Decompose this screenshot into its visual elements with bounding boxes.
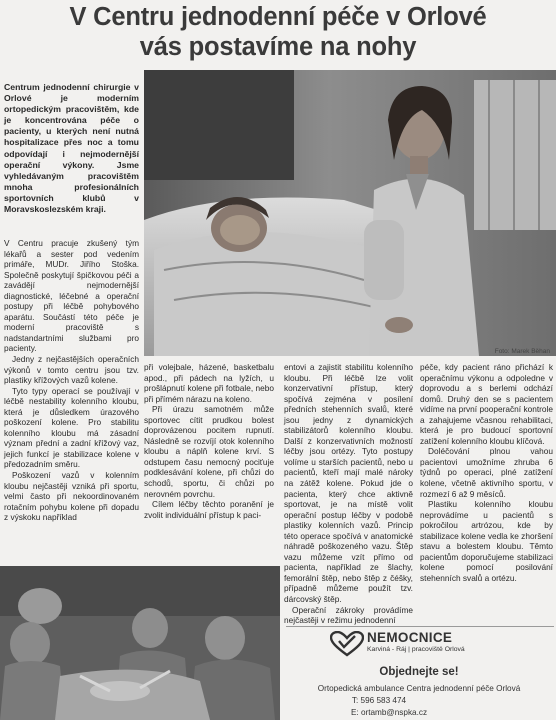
photo-credit: Foto: Marek Běhan — [494, 348, 550, 355]
col4-para-2: Doléčování plnou vahou pacientovi umožníme zhruba 6 týdnů po operaci, plné zatížení kolene, včetně aktivního sportu, v rozmezí 6 až 9 měsíců. — [420, 446, 553, 499]
photo-patient-nurse — [144, 70, 556, 356]
col1-para-1: V Centru pracuje zkušený tým lékařů a sester pod vedením primáře, MUDr. Jiřího Stoška. Společně poskytují špičkovou péči a zavádějí nejmodernější diagnostické, léčebné a operační postupy při léčbě pohybového aparátu. Součástí této péče je moderní pracoviště s nadstandartními službami pro pacienty. — [4, 238, 139, 354]
heart-logo-icon — [330, 631, 364, 657]
col3-para-2: Operační zákroky provádíme nejčastěji v režimu jednodenní — [284, 604, 413, 626]
surgery-illustration — [0, 566, 280, 720]
col1-para-4: Poškození vazů v kolenním kloubu nejčastěji vzniká při sportu, velmi často při nekoordinovaném rotačním pohybu kolene při dopadu z výskoku například — [4, 470, 139, 523]
ad-cta: Objednejte se! — [379, 666, 459, 678]
ad-phone: T: 596 583 474 — [351, 696, 407, 705]
photo-surgery — [0, 566, 280, 720]
ad-divider — [286, 626, 554, 627]
lead-text: Centrum jednodenní chirurgie v Orlové je moderním ortopedickým pracovištěm, kde je koncentrována péče o pacienty, u kterých není nutná hospitalizace přes noc a tomu odpovídají i nejmodernější operační výkony. Jsme vyhledávaným pracovištěm mnoha profesionálních sportovních klubů v Moravskoslezském kraji. — [4, 82, 139, 215]
hospital-logo — [330, 631, 465, 657]
column-2 — [144, 362, 274, 520]
headline-line-2: vás postavíme na nohy — [139, 33, 417, 61]
col4-para-1: péče, kdy pacient ráno přichází k operačnímu výkonu a odpoledne v doprovodu a s berlemi odchází domů. Druhý den se s pacientem vidíme na první pooperační kontrole a zahajujeme včasnou rehabilitaci, která je pro budoucí sportovní zatížení kolenního kloubu klíčová. — [420, 362, 553, 446]
patient-nurse-illustration — [144, 70, 556, 356]
column-1 — [4, 238, 139, 523]
column-3 — [284, 362, 413, 626]
logo-subtitle: Karviná - Ráj | pracoviště Orlová — [367, 646, 465, 653]
headline-line-1: V Centru jednodenní péče v Orlové — [69, 3, 487, 31]
ad-box — [284, 628, 554, 720]
ad-email: E: ortamb@nspka.cz — [350, 708, 428, 717]
logo-name: NEMOCNICE — [367, 630, 453, 645]
col1-para-2: Jedny z nejčastějších operačních výkonů v tomto centru jsou tzv. plastiky křížových vazů kolene. — [4, 354, 139, 386]
col2-para-1: při volejbale, házené, basketbalu apod., při pádech na lyžích, u prošlápnutí kolene při fotbale, nebo při přímém nárazu na koleno. — [144, 362, 274, 404]
headline — [0, 2, 556, 62]
col3-para-1: entovi a zajistit stabilitu kolenního kloubu. Při léčbě lze volit konzervativní přístup, který spočívá zejména v posílení předních stehenních svalů, které jsou jedny z dynamických stabilizátorů kolenního kloubu. Další z konzervativních možností léčby jsou ortézy. Tyto postupy volíme u starších pacientů, nebo u pacientů, kteří mají malé nároky na zátěž kolene. Pokud jde o pacienta, který chce aktivně sportovat, je na místě volit operační postup léčby v podobě plastiky kolenních vazů. Princip této operace spočívá v anatomické náhradě poškozeného vazu. Štěp vazu můžeme vzít přímo od pacienta, například ze šlachy, femorální štěp, nebo štěp z čéšky, případně můžeme použít tzv. dárcovský štěp. — [284, 362, 413, 605]
ad-clinic: Ortopedická ambulance Centra jednodenní péče Orlová — [317, 684, 521, 693]
col2-para-3: Cílem léčby těchto poranění je zvolit individuální přístup k paci- — [144, 499, 274, 520]
col2-para-2: Při úrazu samotném může sportovec cítit prudkou bolest doprovázenou pocitem rupnutí. Následně se rozvíjí otok kolenního kloubu a náplň kolene krví. S odstupem času nemocný pociťuje podklesávání kolene, při chůzi do schodů, sportu, či chůzi po nerovném povrchu. — [144, 404, 274, 499]
col1-para-3: Tyto typy operací se používají v léčbě nestability kolenního kloubu, která je důsledkem úrazového poškození kolene. Pro stabilitu kolenního kloubu má zásadní význam přední a zadní křížový vaz, jejich funkcí je stabilizace kolene v předozadním směru. — [4, 385, 139, 470]
col4-para-3: Plastiku kolenního kloubu neprovádíme u pacientů s pokročilou artrózou, kde by stabilizace kolene vedla ke zhoršení stavu a bolestem kloubu. Těmto pacientům doporučujeme stabilizaci kolene pomocí posilování stehenních svalů a ortézu. — [420, 499, 553, 583]
lead-paragraph — [4, 82, 139, 215]
column-4 — [420, 362, 553, 583]
